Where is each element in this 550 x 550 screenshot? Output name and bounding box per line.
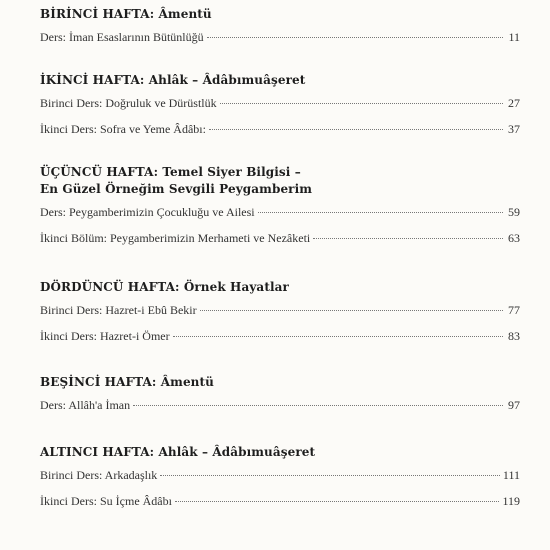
toc-entry[interactable] bbox=[40, 205, 520, 231]
page-number: 59 bbox=[508, 205, 520, 219]
entry-title: Birinci Ders: Arkadaşlık bbox=[40, 468, 158, 482]
toc-entry[interactable] bbox=[40, 122, 520, 148]
dot-leader bbox=[220, 103, 503, 104]
toc-section-week-2 bbox=[40, 72, 520, 148]
toc-section-week-6 bbox=[40, 444, 520, 520]
entry-title: İkinci Ders: Hazret-i Ömer bbox=[40, 329, 170, 343]
toc-entry[interactable] bbox=[40, 231, 520, 257]
section-heading: DÖRDÜNCÜ HAFTA: Örnek Hayatlar bbox=[40, 280, 289, 294]
toc-entry[interactable] bbox=[40, 468, 520, 494]
page-number: 111 bbox=[502, 468, 520, 482]
entry-title: Ders: Peygamberimizin Çocukluğu ve Ailesi bbox=[40, 205, 255, 219]
toc-entry[interactable] bbox=[40, 329, 520, 355]
toc-entry[interactable] bbox=[40, 30, 520, 56]
entry-title: İkinci Bölüm: Peygamberimizin Merhameti ve Nezâketi bbox=[40, 231, 311, 245]
toc-section-week-3 bbox=[40, 164, 520, 257]
dot-leader bbox=[313, 238, 503, 239]
section-heading: BEŞİNCİ HAFTA: Âmentü bbox=[40, 375, 214, 389]
page-number: 97 bbox=[508, 398, 520, 412]
page-number: 27 bbox=[508, 96, 520, 110]
section-heading: İKİNCİ HAFTA: Ahlâk – Âdâbımuâşeret bbox=[40, 73, 306, 87]
page-number: 77 bbox=[508, 303, 520, 317]
page-number: 63 bbox=[508, 231, 520, 245]
section-heading bbox=[40, 164, 520, 198]
section-heading: ALTINCI HAFTA: Ahlâk – Âdâbımuâşeret bbox=[40, 445, 316, 459]
toc-section-week-5 bbox=[40, 374, 520, 424]
section-heading: BİRİNCİ HAFTA: Âmentü bbox=[40, 7, 212, 21]
dot-leader bbox=[207, 37, 503, 38]
page-number: 37 bbox=[508, 122, 520, 136]
dot-leader bbox=[133, 405, 503, 406]
toc-section-week-4 bbox=[40, 279, 520, 355]
dot-leader bbox=[173, 336, 503, 337]
section-heading-line-1: ÜÇÜNCÜ HAFTA: Temel Siyer Bilgisi – bbox=[40, 165, 301, 179]
dot-leader bbox=[160, 475, 500, 476]
toc-entry[interactable] bbox=[40, 494, 520, 520]
dot-leader bbox=[200, 310, 503, 311]
entry-title: Ders: Allâh'a İman bbox=[40, 398, 131, 412]
entry-title: Ders: İman Esaslarının Bütünlüğü bbox=[40, 30, 204, 44]
toc-entry[interactable] bbox=[40, 398, 520, 424]
toc-section-week-1 bbox=[40, 6, 520, 56]
entry-title: İkinci Ders: Su İçme Âdâbı bbox=[40, 494, 172, 508]
entry-title: Birinci Ders: Doğruluk ve Dürüstlük bbox=[40, 96, 217, 110]
toc-entry[interactable] bbox=[40, 303, 520, 329]
page-number: 119 bbox=[502, 494, 520, 508]
toc-entry[interactable] bbox=[40, 96, 520, 122]
dot-leader bbox=[258, 212, 503, 213]
section-heading-line-2: En Güzel Örneğim Sevgili Peygamberim bbox=[40, 182, 313, 196]
dot-leader bbox=[209, 129, 503, 130]
entry-title: Birinci Ders: Hazret-i Ebû Bekir bbox=[40, 303, 197, 317]
page-number: 83 bbox=[508, 329, 520, 343]
page-number: 11 bbox=[508, 30, 520, 44]
entry-title: İkinci Ders: Sofra ve Yeme Âdâbı: bbox=[40, 122, 206, 136]
dot-leader bbox=[175, 501, 499, 502]
